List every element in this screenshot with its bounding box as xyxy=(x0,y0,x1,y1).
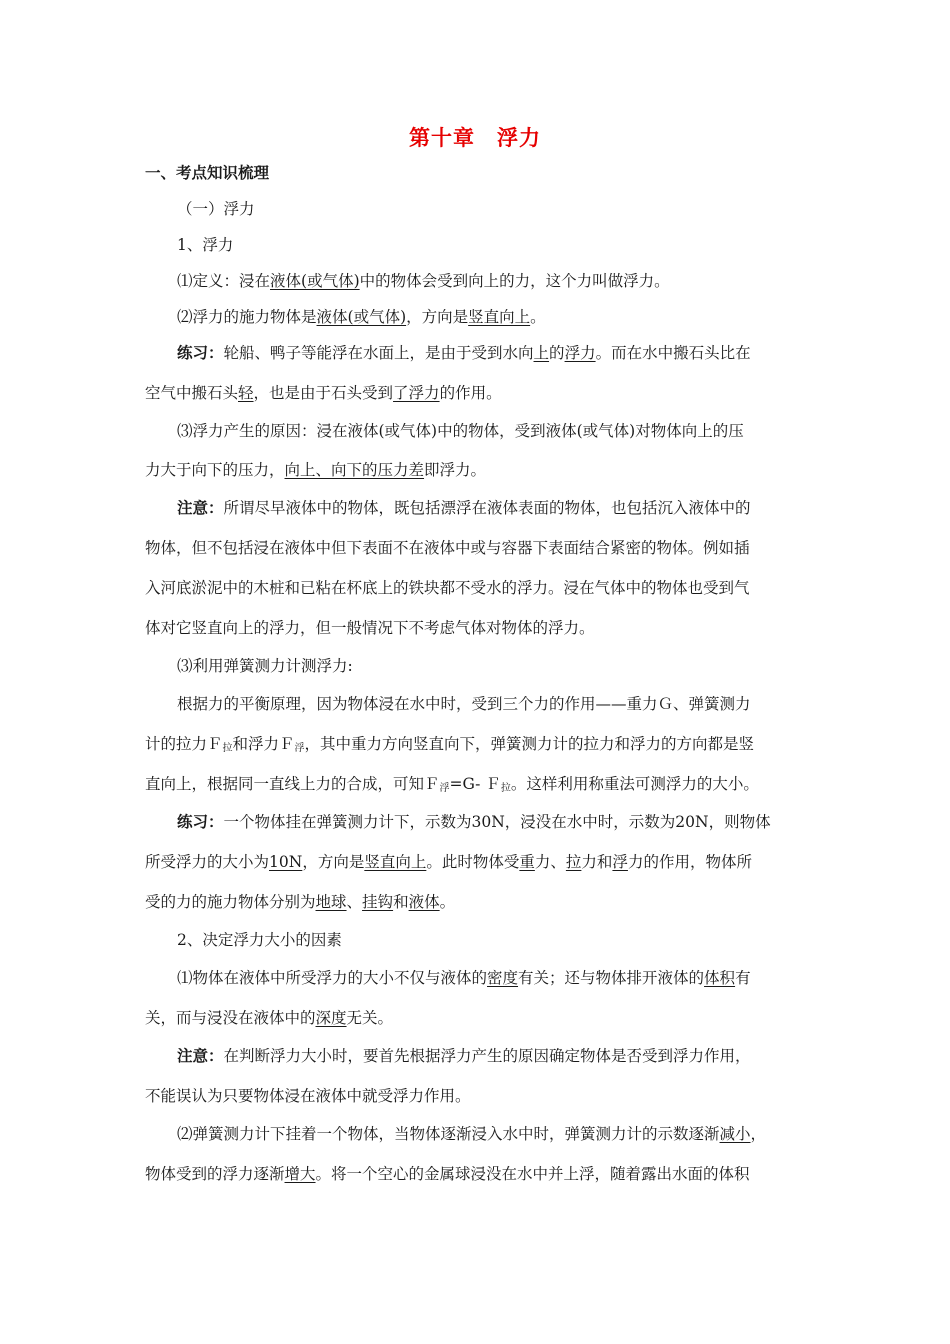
factor-line-2: 关，而与浸没在液体中的深度无关。 xyxy=(145,1009,394,1027)
item-heading: 1、浮力 xyxy=(177,236,234,254)
exercise-2-line-2: 所受浮力的大小为10N，方向是竖直向上。此时物体受重力、拉力和浮力的作用，物体所 xyxy=(145,853,752,871)
exercise-label: 练习： xyxy=(177,343,224,362)
note-1-line-4: 体对它竖直向上的浮力，但一般情况下不考虑气体对物体的浮力。 xyxy=(145,619,595,637)
sink-line-2: 物体受到的浮力逐渐增大。将一个空心的金属球浸没在水中并上浮，随着露出水面的体积 xyxy=(145,1165,750,1183)
section-heading: 一、考点知识梳理 xyxy=(145,163,270,182)
note-2-line-1: 注意：在判断浮力大小时，要首先根据浮力产生的原因确定物体是否受到浮力作用， xyxy=(177,1046,751,1065)
source-line: ⑵浮力的施力物体是液体(或气体)，方向是竖直向上。 xyxy=(177,308,546,326)
chapter-title xyxy=(0,122,950,152)
note-2-line-2: 不能误认为只要物体浸在液体中就受浮力作用。 xyxy=(145,1087,471,1105)
definition-line: ⑴定义：浸在液体(或气体)中的物体会受到向上的力，这个力叫做浮力。 xyxy=(177,272,670,290)
note-1-line-2: 物体，但不包括浸在液体中但下表面不在液体中或与容器下表面结合紧密的物体。例如插 xyxy=(145,539,750,557)
exercise-1-line-1: 练习：轮船、鸭子等能浮在水面上，是由于受到水向上的浮力。而在水中搬石头比在 xyxy=(177,343,751,362)
exercise-2-line-1: 练习：一个物体挂在弹簧测力计下，示数为30N，浸没在水中时，示数为20N，则物体 xyxy=(177,812,771,831)
spring-line-3: 直向上，根据同一直线上力的合成，可知Ｆ$_浮$=G- Ｆ$_拉$。这样利用称重法可测浮力的大小。 xyxy=(145,775,759,794)
note-1-line-1: 注意：所谓尽早液体中的物体，既包括漂浮在液体表面的物体，也包括沉入液体中的 xyxy=(177,498,751,517)
factor-line-1: ⑴物体在液体中所受浮力的大小不仅与液体的密度有关；还与物体排开液体的体积有 xyxy=(177,969,751,987)
cause-line-1: ⑶浮力产生的原因：浸在液体(或气体)中的物体，受到液体(或气体)对物体向上的压 xyxy=(177,422,744,440)
note-1-line-3: 入河底淤泥中的木桩和已粘在杯底上的铁块都不受水的浮力。浸在气体中的物体也受到气 xyxy=(145,579,750,597)
exercise-2-line-3: 受的力的施力物体分别为地球、挂钩和液体。 xyxy=(145,893,456,911)
chapter-number: 第十章 xyxy=(409,125,475,150)
exercise-1-line-2: 空气中搬石头轻，也是由于石头受到了浮力的作用。 xyxy=(145,384,502,402)
sink-line-1: ⑵弹簧测力计下挂着一个物体，当物体逐渐浸入水中时，弹簧测力计的示数逐渐减小， xyxy=(177,1125,767,1143)
exercise-label: 练习： xyxy=(177,812,224,831)
spring-heading: ⑶利用弹簧测力计测浮力: xyxy=(177,657,353,675)
item-heading-2: 2、决定浮力大小的因素 xyxy=(177,931,342,949)
note-label: 注意： xyxy=(177,1046,224,1065)
spring-line-1: 根据力的平衡原理，因为物体浸在水中时，受到三个力的作用——重力Ｇ、弹簧测力 xyxy=(177,695,751,713)
spring-line-2: 计的拉力Ｆ$_拉$和浮力Ｆ$_浮$，其中重力方向竖直向下，弹簧测力计的拉力和浮力的方向都是竖 xyxy=(145,735,755,754)
chapter-name: 浮力 xyxy=(497,125,541,150)
note-label: 注意： xyxy=(177,498,224,517)
subsection-heading: （一）浮力 xyxy=(177,200,255,218)
cause-line-2: 力大于向下的压力，向上、向下的压力差即浮力。 xyxy=(145,461,487,479)
